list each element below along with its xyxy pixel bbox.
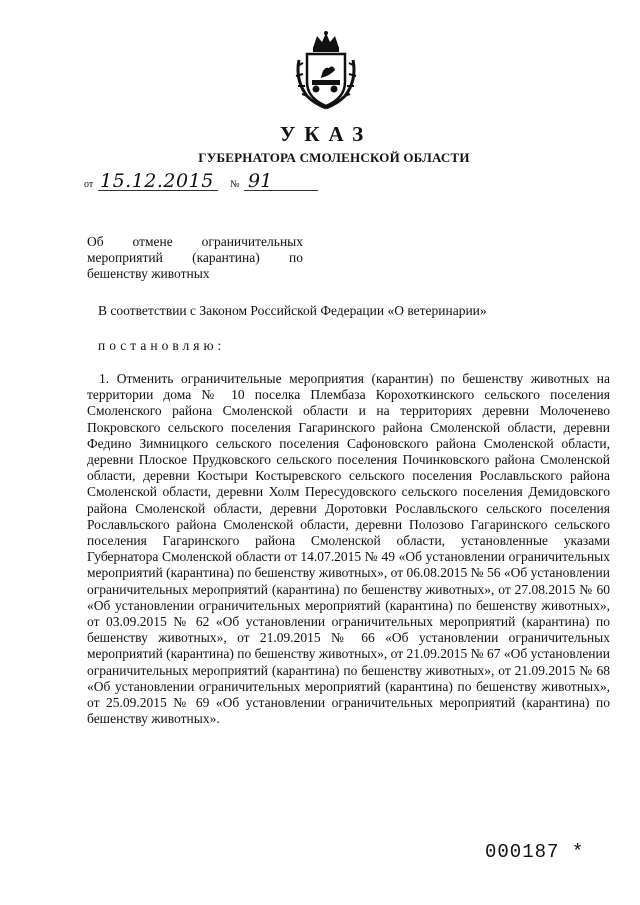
date-underline — [98, 190, 218, 191]
document-title: УКАЗ — [279, 122, 373, 146]
subject-block — [87, 234, 303, 282]
date-value: 15.12.2015 — [100, 170, 214, 192]
serial-number: 000187 * — [485, 841, 585, 863]
number-underline — [244, 190, 318, 191]
coat-of-arms-icon — [293, 30, 359, 110]
date-label: от — [84, 179, 94, 190]
document-subtitle: ГУБЕРНАТОРА СМОЛЕНСКОЙ ОБЛАСТИ — [198, 150, 470, 165]
legal-basis: В соответствии с Законом Российской Федерации «О ветеринарии» — [98, 303, 487, 318]
date-number-line — [84, 170, 324, 196]
subject-line: бешенству животных — [87, 266, 210, 281]
number-value: 91 — [248, 170, 273, 192]
paragraph-1: 1. Отменить ограничительные мероприятия (карантин) по бешенству животных на территории дома № 10 поселка Плембаза Корохоткинского сельского поселения Смоленского района Смоленской области и на территориях деревни Молоченево Покровского сельского поселения Гагаринского района Смоленской области, деревни Федино Зимницкого сельского поселения Сафоновского района Смоленской области, деревни Плоское Прудковского сельского поселения Починковского района Смоленской области, деревни Костыри Костыревского сельского поселения Рославльского района Смоленской области, деревни Холм Пересудовского сельского поселения Демидовского района Смоленской области, деревни Доротовки Рославльского сельского поселения Рославльского района Смоленской области, деревни Полозово Гагаринского сельского поселения Гагаринского района Смоленской области, установленные указами Губернатора Смоленской области от 14.07.2015 № 49 «Об установлении ограничительных мероприятий (карантина) по бешенству животных», от 06.08.2015 № 56 «Об установлении ограничительных мероприятий (карантина) по бешенству животных», от 27.08.2015 № 60 «Об установлении ограничительных мероприятий (карантина) по бешенству животных», от 03.09.2015 № 62 «Об установлении ограничительных мероприятий (карантина) по бешенству животных», от 21.09.2015 № 66 «Об установлении ограничительных мероприятий (карантина) по бешенству животных», от 21.09.2015 № 67 «Об установлении ограничительных мероприятий (карантина) по бешенству животных», от 21.09.2015 № 68 «Об установлении ограничительных мероприятий (карантина) по бешенству животных», от 25.09.2015 № 69 «Об установлении ограничительных мероприятий (карантина) по бешенству животных». — [87, 371, 610, 727]
number-label: № — [230, 179, 240, 190]
subject-line: мероприятий (карантина) по — [87, 250, 303, 265]
subject-line: Об отмене ограничительных — [87, 234, 303, 249]
decree-word: постановляю: — [98, 338, 226, 353]
